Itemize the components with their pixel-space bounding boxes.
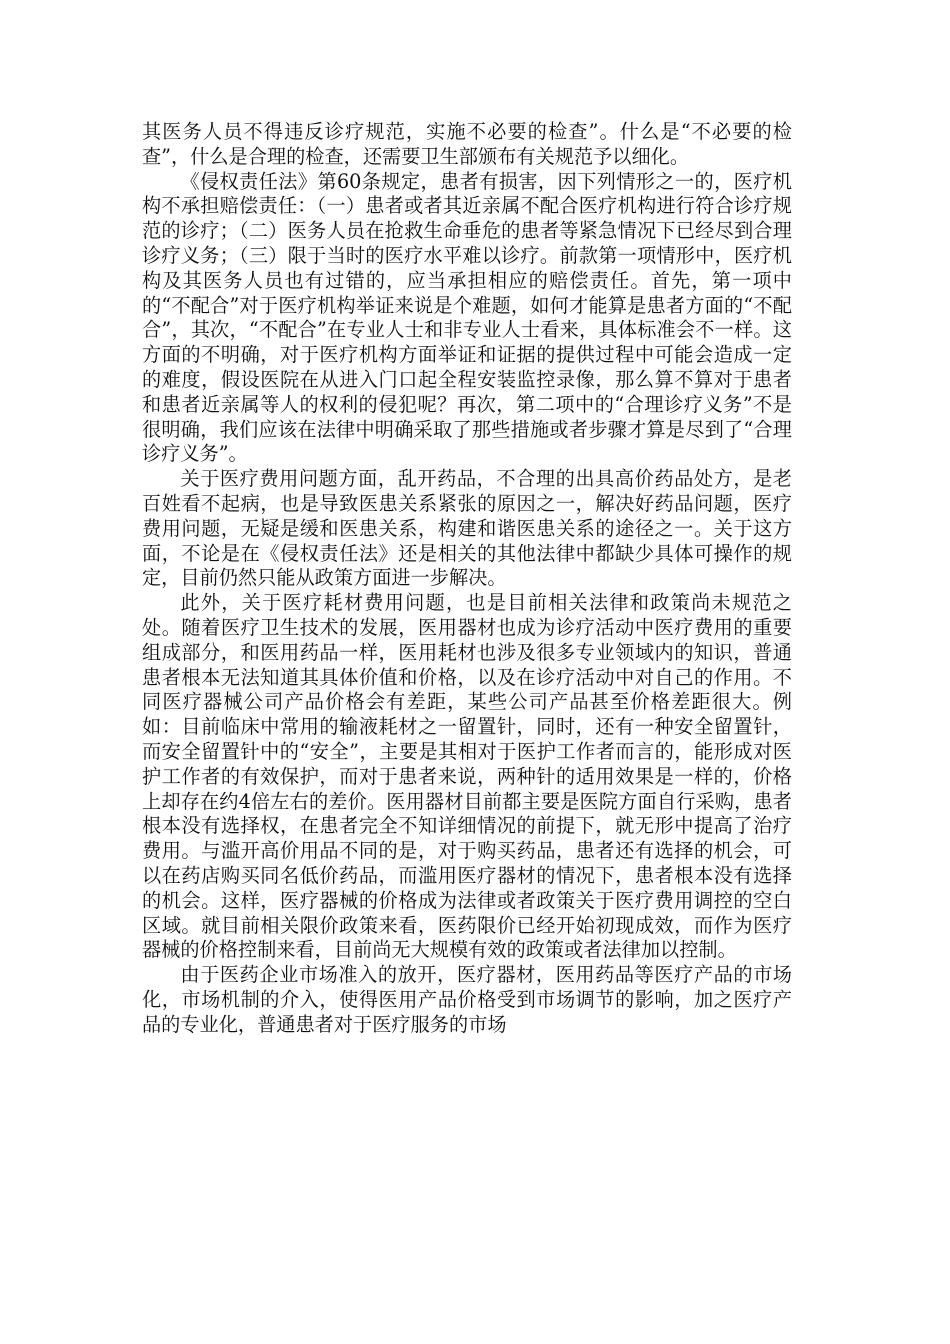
document-page bbox=[142, 120, 792, 1037]
paragraph-market-access: 由于医药企业市场准入的放开，医疗器材，医用药品等医疗产品的市场化，市场机制的介入，使得医用产品价格受到市场调节的影响，加之医疗产品的专业化，普通患者对于医疗服务的市场 bbox=[142, 963, 792, 1036]
paragraph-article-60: 《侵权责任法》第60条规定，患者有损害，因下列情形之一的，医疗机构不承担赔偿责任：（一）患者或者其近亲属不配合医疗机构进行符合诊疗规范的诊疗；（二）医务人员在抢救生命垂危的患者等紧急情况下已经尽到合理诊疗义务；（三）限于当时的医疗水平难以诊疗。前款第一项情形中，医疗机构及其医务人员也有过错的，应当承担相应的赔偿责任。首先，第一项中的“不配合”对于医疗机构举证来说是个难题，如何才能算是患者方面的“不配合”，其次，“不配合”在专业人士和非专业人士看来，具体标准会不一样。这方面的不明确，对于医疗机构方面举证和证据的提供过程中可能会造成一定的难度，假设医院在从进入门口起全程安装监控录像，那么算不算对于患者和患者近亲属等人的权利的侵犯呢？再次，第二项中的“合理诊疗义务”不是很明确，我们应该在法律中明确采取了那些措施或者步骤才算是尽到了“合理诊疗义务”。 bbox=[142, 169, 792, 466]
paragraph-continuation: 其医务人员不得违反诊疗规范，实施不必要的检查”。什么是“不必要的检查”，什么是合理的检查，还需要卫生部颁布有关规范予以细化。 bbox=[142, 120, 792, 168]
paragraph-consumables: 此外，关于医疗耗材费用问题，也是目前相关法律和政策尚未规范之处。随着医疗卫生技术的发展，医用器材也成为诊疗活动中医疗费用的重要组成部分，和医用药品一样，医用耗材也涉及很多专业领域内的知识，普通患者根本无法知道其具体价值和价格，以及在诊疗活动中对自己的作用。不同医疗器械公司产品价格会有差距，某些公司产品甚至价格差距很大。例如：目前临床中常用的输液耗材之一留置针，同时，还有一种安全留置针，而安全留置针中的“安全”，主要是其相对于医护工作者而言的，能形成对医护工作者的有效保护，而对于患者来说，两种针的适用效果是一样的，价格上却存在约4倍左右的差价。医用器材目前都主要是医院方面自行采购，患者根本没有选择权，在患者完全不知详细情况的前提下，就无形中提高了治疗费用。与滥开高价用品不同的是，对于购买药品，患者还有选择的机会，可以在药店购买同名低价药品，而滥用医疗器材的情况下，患者根本没有选择的机会。这样，医疗器械的价格成为法律或者政策关于医疗费用调控的空白区域。就目前相关限价政策来看，医药限价已经开始初现成效，而作为医疗器械的价格控制来看，目前尚无大规模有效的政策或者法律加以控制。 bbox=[142, 591, 792, 962]
paragraph-medical-costs: 关于医疗费用问题方面，乱开药品，不合理的出具高价药品处方，是老百姓看不起病，也是导致医患关系紧张的原因之一，解决好药品问题，医疗费用问题，无疑是缓和医患关系，构建和谐医患关系的途径之一。关于这方面，不论是在《侵权责任法》还是相关的其他法律中都缺少具体可操作的规定，目前仍然只能从政策方面进一步解决。 bbox=[142, 467, 792, 590]
